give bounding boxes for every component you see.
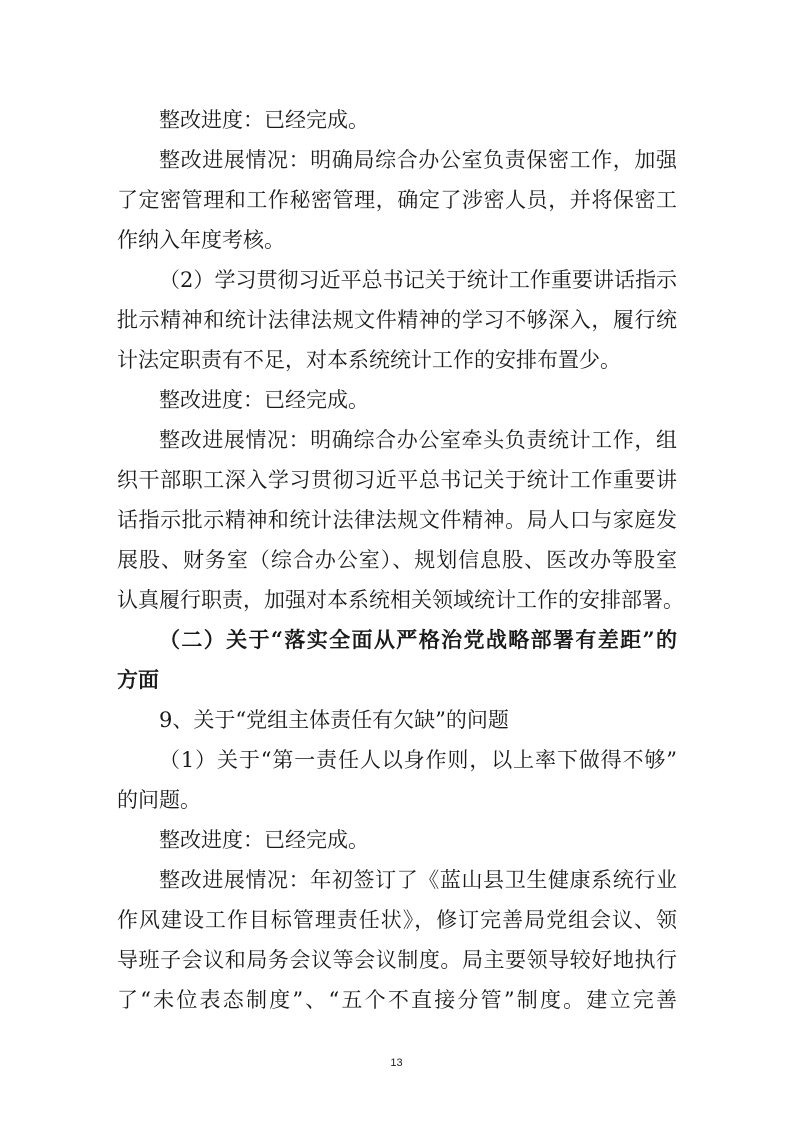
text-line: 的问题。 [117, 788, 201, 812]
text-line: 织干部职工深入学习贯彻习近平总书记关于统计工作重要讲 [117, 468, 677, 492]
text-line: 整改进展情况：明确综合办公室牵头负责统计工作，组 [159, 428, 677, 452]
text-line: （1）关于“第一责任人以身作则，以上率下做得不够” [159, 748, 677, 772]
text-line: 作风建设工作目标管理责任状》，修订完善局党组会议、领 [117, 908, 677, 932]
text-line: 了“未位表态制度”、“五个不直接分管”制度。建立完善 [117, 988, 677, 1012]
text-line: 整改进展情况：年初签订了《蓝山县卫生健康系统行业 [159, 868, 677, 892]
text-line: 导班子会议和局务会议等会议制度。局主要领导较好地执行 [117, 948, 677, 972]
text-line: 计法定职责有不足，对本系统统计工作的安排布置少。 [117, 348, 621, 372]
text-line: 9、关于“党组主体责任有欠缺”的问题 [159, 708, 509, 732]
text-line: 整改进度：已经完成。 [159, 108, 369, 132]
text-line: 整改进展情况：明确局综合办公室负责保密工作，加强 [159, 148, 677, 172]
text-line: 认真履行职责，加强对本系统相关领域统计工作的安排部署。 [117, 588, 684, 612]
text-line: 批示精神和统计法律法规文件精神的学习不够深入，履行统 [117, 308, 677, 332]
text-line: 展股、财务室（综合办公室）、规划信息股、医改办等股室 [117, 548, 677, 572]
text-line: 整改进度：已经完成。 [159, 388, 369, 412]
text-line: 了定密管理和工作秘密管理，确定了涉密人员，并将保密工 [117, 188, 677, 212]
page-number: 13 [390, 1057, 403, 1069]
text-line: 话指示批示精神和统计法律法规文件精神。局人口与家庭发 [117, 508, 677, 532]
section-heading: （二）关于“落实全面从严格治党战略部署有差距”的 [159, 627, 677, 652]
text-line: 整改进度：已经完成。 [159, 828, 369, 852]
text-line: （2）学习贯彻习近平总书记关于统计工作重要讲话指示 [159, 268, 677, 292]
text-line: 作纳入年度考核。 [117, 228, 285, 252]
section-heading-cont: 方面 [117, 667, 159, 692]
